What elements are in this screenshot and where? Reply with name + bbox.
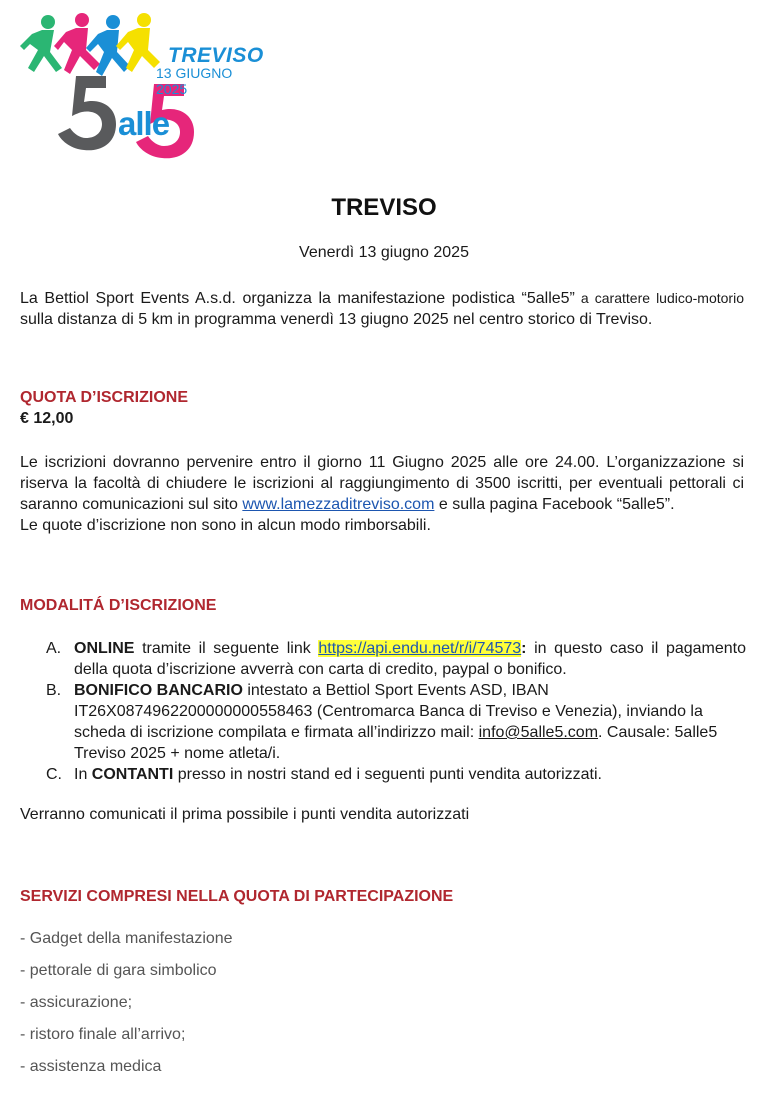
list-item: - assistenza medica: [20, 1058, 162, 1075]
logo-date-text: 13 GIUGNO 2025: [156, 65, 233, 97]
quota-paragraph: [20, 452, 744, 536]
quota-text-3: Le quote d’iscrizione non sono in alcun modo rimborsabili.: [20, 517, 431, 534]
list-item: - Gadget della manifestazione: [20, 930, 233, 947]
online-label: ONLINE: [74, 640, 135, 657]
logo-alle-text: alle: [118, 105, 170, 142]
list-marker: B.: [46, 682, 62, 699]
intro-text-1: La Bettiol Sport Events A.s.d. organizza la manifestazione podistica “5alle5”: [20, 290, 575, 307]
email-link[interactable]: info@5alle5.com: [478, 724, 599, 741]
contanti-text-1: In: [74, 766, 92, 783]
punti-vendita-note: Verranno comunicati il prima possibile i punti vendita autorizzati: [20, 806, 470, 823]
online-text-1: tramite il seguente link: [134, 640, 319, 657]
green-runner-icon: [20, 15, 62, 72]
quota-text-1: Le iscrizioni dovranno pervenire entro il giorno 11 Giugno 2025 alle ore 24.00. L’organizzazione si riserva la facoltà di chiudere le iscrizioni al raggiungimento di 3500 iscritti, per eventuali pettorali ci saranno comunicazioni sul sito: [20, 454, 744, 513]
modalita-heading: MODALITÁ D’ISCRIZIONE: [20, 597, 217, 614]
logo-city-text: TREVISO: [168, 44, 264, 67]
intro-text-2: a carattere ludico-motorio: [574, 290, 744, 306]
list-item: - ristoro finale all’arrivo;: [20, 1026, 186, 1043]
bonifico-text-1: intestato a Bettiol Sport Events ASD, IBAN IT26X0874962200000000558463 (Centromarca Banca di Treviso e Venezia), inviando la scheda di iscrizione compilata e firmata all’indirizzo mail:: [74, 682, 703, 741]
servizi-list: [20, 928, 233, 1088]
list-item-contanti: [46, 764, 746, 785]
online-text-2: in questo caso il pagamento della quota d’iscrizione avverrà con carta di credito, paypal o bonifico.: [74, 640, 747, 678]
quota-text-2: e sulla pagina Facebook “5alle5”.: [434, 496, 675, 513]
list-item: - assicurazione;: [20, 994, 133, 1011]
online-colon: :: [521, 640, 527, 657]
intro-text-3: sulla distanza di 5 km in programma venerdì 13 giugno 2025 nel centro storico di Treviso.: [20, 311, 653, 328]
page-title: TREVISO: [331, 194, 437, 221]
list-marker: A.: [46, 640, 62, 657]
event-date: Venerdì 13 giugno 2025: [299, 244, 469, 261]
quota-heading: QUOTA D’ISCRIZIONE: [20, 389, 188, 406]
endu-link[interactable]: https://api.endu.net/r/i/74573: [318, 640, 522, 657]
contanti-label: CONTANTI: [91, 766, 174, 783]
grey-five-shape: [58, 76, 116, 150]
site-link[interactable]: www.lamezzaditreviso.com: [242, 496, 435, 513]
modalita-list: [46, 638, 746, 785]
list-marker: C.: [46, 766, 62, 783]
quota-price: € 12,00: [20, 410, 74, 427]
bonifico-label: BONIFICO BANCARIO: [74, 682, 243, 699]
contanti-text-2: presso in nostri stand ed i seguenti punti vendita autorizzati.: [173, 766, 602, 783]
servizi-heading: SERVIZI COMPRESI NELLA QUOTA DI PARTECIPAZIONE: [20, 888, 454, 905]
bonifico-text-2: . Causale: 5alle5 Treviso 2025 + nome atleta/i.: [74, 724, 718, 762]
intro-paragraph: [20, 288, 744, 330]
list-item: - pettorale di gara simbolico: [20, 962, 217, 979]
list-item-online: [46, 638, 746, 680]
event-logo: [20, 10, 264, 160]
list-item-bonifico: [46, 680, 746, 764]
